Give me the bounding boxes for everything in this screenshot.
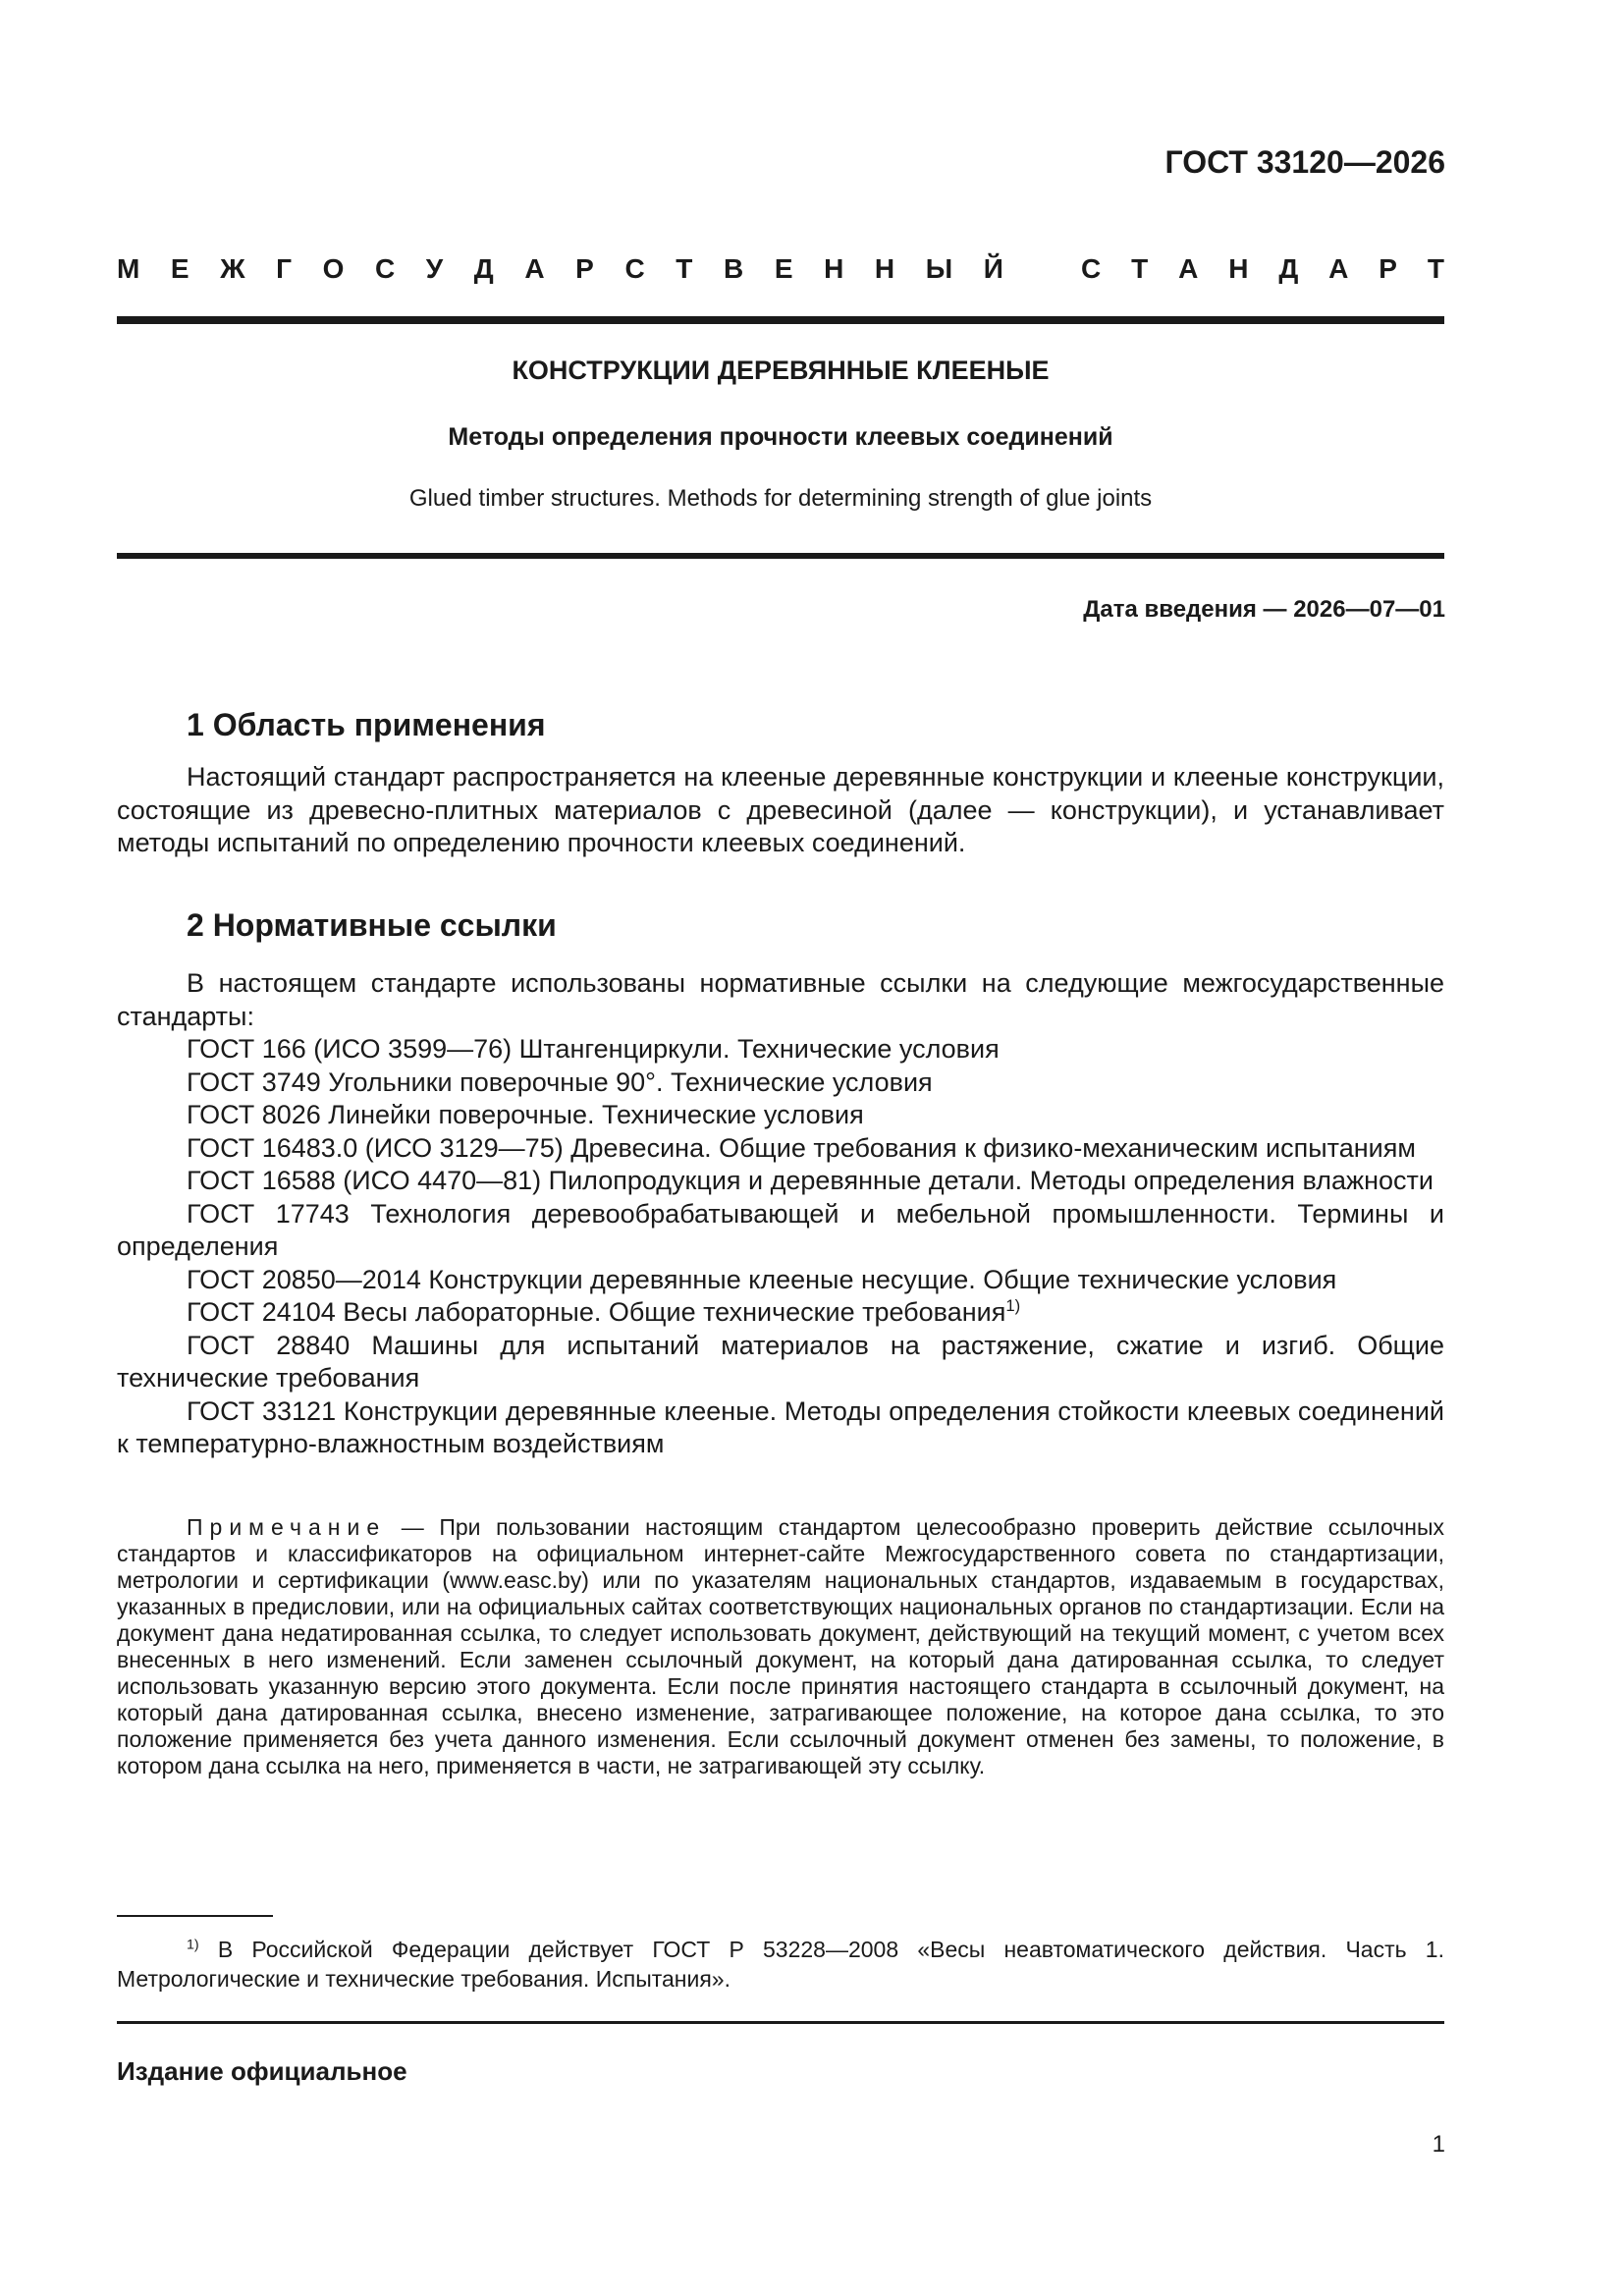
page-number: 1: [1432, 2131, 1445, 2158]
doc-number: ГОСТ 33120—2026: [1164, 144, 1445, 180]
footnote-rule: [117, 1915, 273, 1917]
reference-item: ГОСТ 166 (ИСО 3599—76) Штангенциркули. Технические условия: [187, 1034, 1000, 1064]
title-english: Glued timber structures. Methods for determining strength of glue joints: [408, 485, 1153, 512]
section-2-body: [117, 967, 1444, 1461]
section-1-text: Настоящий стандарт распространяется на клееные деревянные конструкции и клееные конструкции, состоящие из древесно-плитных материалов с древесиной (далее — конструкции), и устанавливает методы испытаний по определению прочности клеевых соединений.: [117, 762, 1444, 857]
note-label: Примечание: [187, 1514, 387, 1540]
reference-item-with-footnote: [117, 1296, 1444, 1330]
header-rule: [117, 316, 1444, 324]
footnote: [117, 1935, 1444, 1994]
reference-item: ГОСТ 28840 Машины для испытаний материалов на растяжение, сжатие и изгиб. Общие технические требования: [117, 1330, 1444, 1393]
footer-rule: [117, 2021, 1444, 2024]
reference-text: ГОСТ 24104 Весы лабораторные. Общие технические требования: [187, 1297, 1006, 1327]
reference-item: ГОСТ 20850—2014 Конструкции деревянные клееные несущие. Общие технические условия: [187, 1264, 1337, 1294]
edition-label: Издание официальное: [117, 2056, 407, 2086]
standard-type-word-1: М Е Ж Г О С У Д А Р С Т В Е Н Н Ы Й: [117, 253, 1003, 284]
reference-item: ГОСТ 16588 (ИСО 4470—81) Пилопродукция и деревянные детали. Методы определения влажности: [187, 1166, 1434, 1195]
title-sub: Методы определения прочности клеевых соединений: [448, 423, 1113, 451]
title-main: КОНСТРУКЦИИ ДЕРЕВЯННЫЕ КЛЕЕНЫЕ: [512, 355, 1050, 385]
reference-item: ГОСТ 16483.0 (ИСО 3129—75) Древесина. Общие требования к физико-механическим испытаниям: [187, 1132, 1416, 1163]
footnote-text: В Российской Федерации действует ГОСТ Р 53228—2008 «Весы неавтоматического действия. Часть 1. Метрологические и технические требования. Испытания».: [117, 1937, 1444, 1992]
reference-item: ГОСТ 3749 Угольники поверочные 90°. Технические условия: [187, 1066, 933, 1097]
reference-item: ГОСТ 17743 Технология деревообрабатывающей и мебельной промышленности. Термины и определения: [117, 1198, 1444, 1261]
reference-item: ГОСТ 33121 Конструкции деревянные клееные. Методы определения стойкости клеевых соединений к температурно-влажностным воздействиям: [117, 1395, 1444, 1458]
section-1-heading: 1 Область применения: [187, 707, 546, 742]
standard-type-word-2: С Т А Н Д А Р Т: [1081, 253, 1444, 284]
standard-type: [117, 249, 1444, 289]
footnote-marker: 1): [187, 1937, 199, 1953]
note-text: — При пользовании настоящим стандартом целесообразно проверить действие ссылочных стандартов и классификаторов на официальном интернет-сайте Межгосударственного совета по стандартизации, метрологии и сертификации (www.easc.by) или по указателям национальных стандартов, издаваемым в государствах, указанных в предисловии, или на официальных сайтах соответствующих национальных органов по стандартизации. Если на документ дана недатированная ссылка, то следует использовать документ, действующий на текущий момент, с учетом всех внесенных в него изменений. Если заменен ссылочный документ, на который дана датированная ссылка, то следует использовать указанную версию этого документа. Если после принятия настоящего стандарта в ссылочный документ, на который дана датированная ссылка, внесено изменение, затрагивающее положение, на которое дана ссылка, то это положение применяется без учета данного изменения. Если ссылочный документ отменен без замены, то положение, в котором дана ссылка на него, применяется в части, не затрагивающей эту ссылку.: [117, 1514, 1444, 1778]
section-2-intro: В настоящем стандарте использованы нормативные ссылки на следующие межгосударственные стандарты:: [117, 968, 1444, 1031]
section-2-heading: 2 Нормативные ссылки: [187, 907, 557, 943]
footnote-marker: 1): [1005, 1296, 1021, 1315]
intro-date: Дата введения — 2026—07—01: [1083, 596, 1445, 623]
note: [117, 1514, 1444, 1779]
reference-item: ГОСТ 8026 Линейки поверочные. Технические условия: [187, 1100, 864, 1129]
title-rule: [117, 553, 1444, 559]
section-1-body: [117, 761, 1444, 860]
